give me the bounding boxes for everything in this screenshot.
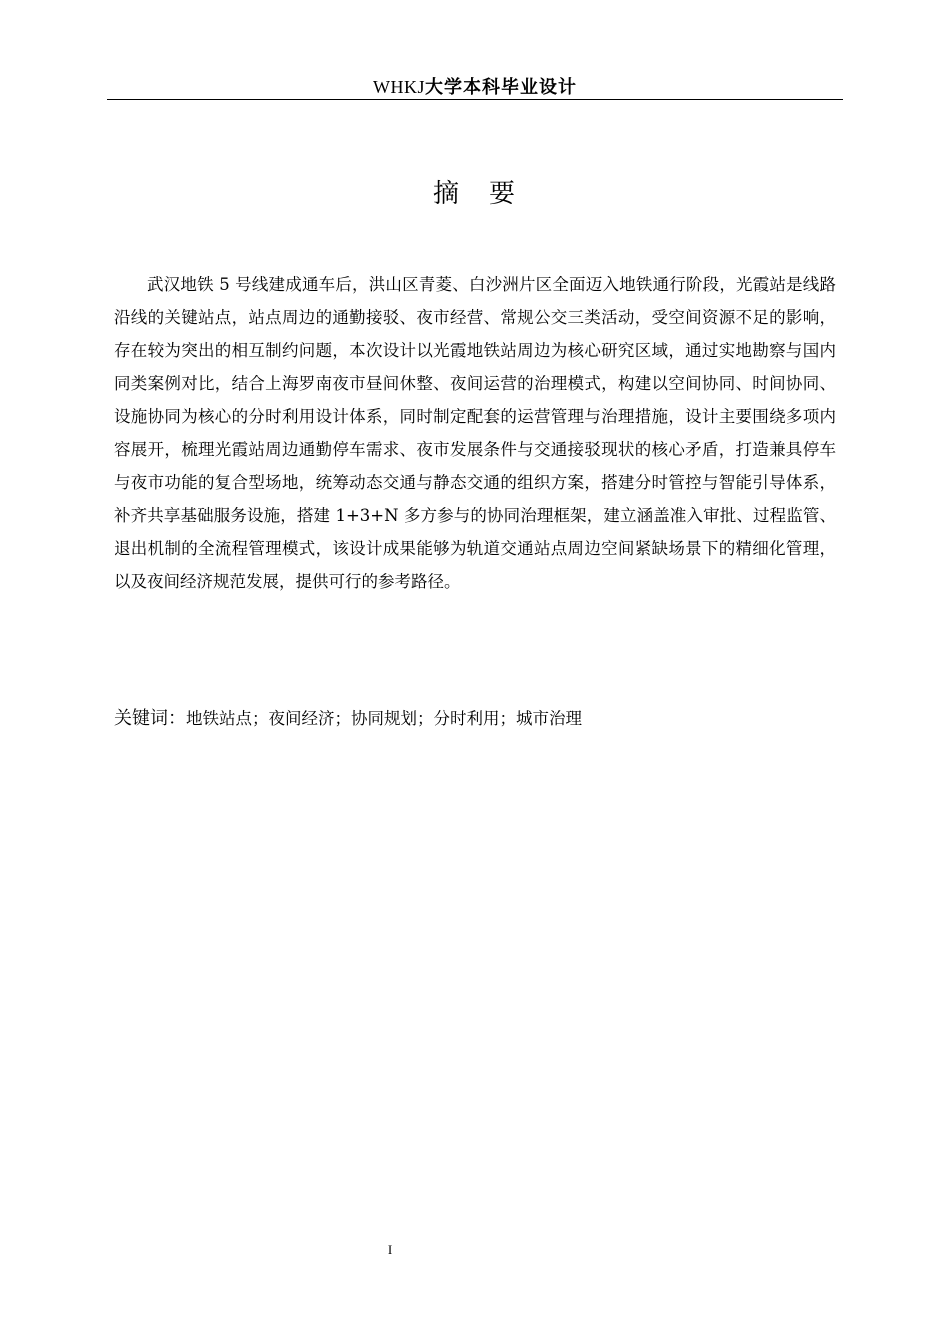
keywords-line bbox=[114, 703, 836, 735]
abstract-body: 武汉地铁 5 号线建成通车后，洪山区青菱、白沙洲片区全面迈入地铁通行阶段，光霞站是线路沿线的关键站点，站点周边的通勤接驳、夜市经营、常规公交三类活动，受空间资源不足的影响，存在较为突出的相互制约问题，本次设计以光霞地铁站周边为核心研究区域，通过实地勘察与国内同类案例对比，结合上海罗南夜市昼间休整、夜间运营的治理模式，构建以空间协同、时间协同、设施协同为核心的分时利用设计体系，同时制定配套的运营管理与治理措施，设计主要围绕多项内容展开，梳理光霞站周边通勤停车需求、夜市发展条件与交通接驳现状的核心矛盾，打造兼具停车与夜市功能的复合型场地，统筹动态交通与静态交通的组织方案，搭建分时管控与智能引导体系，补齐共享基础服务设施，搭建 1+3+N 多方参与的协同治理框架，建立涵盖准入审批、过程监管、退出机制的全流程管理模式，该设计成果能够为轨道交通站点周边空间紧缺场景下的精细化管理，以及夜间经济规范发展，提供可行的参考路径。 bbox=[114, 275, 836, 591]
keywords-label: 关键词： bbox=[114, 708, 186, 729]
page-header bbox=[107, 74, 843, 100]
header-rule bbox=[107, 99, 843, 100]
abstract-title: 摘 要 bbox=[432, 179, 517, 209]
page-number: I bbox=[387, 1242, 393, 1257]
keywords-items: 地铁站点；夜间经济；协同规划；分时利用；城市治理 bbox=[186, 709, 582, 728]
header-prefix: WHKJ bbox=[373, 77, 425, 97]
header-title: 大学本科毕业设计 bbox=[425, 77, 577, 98]
